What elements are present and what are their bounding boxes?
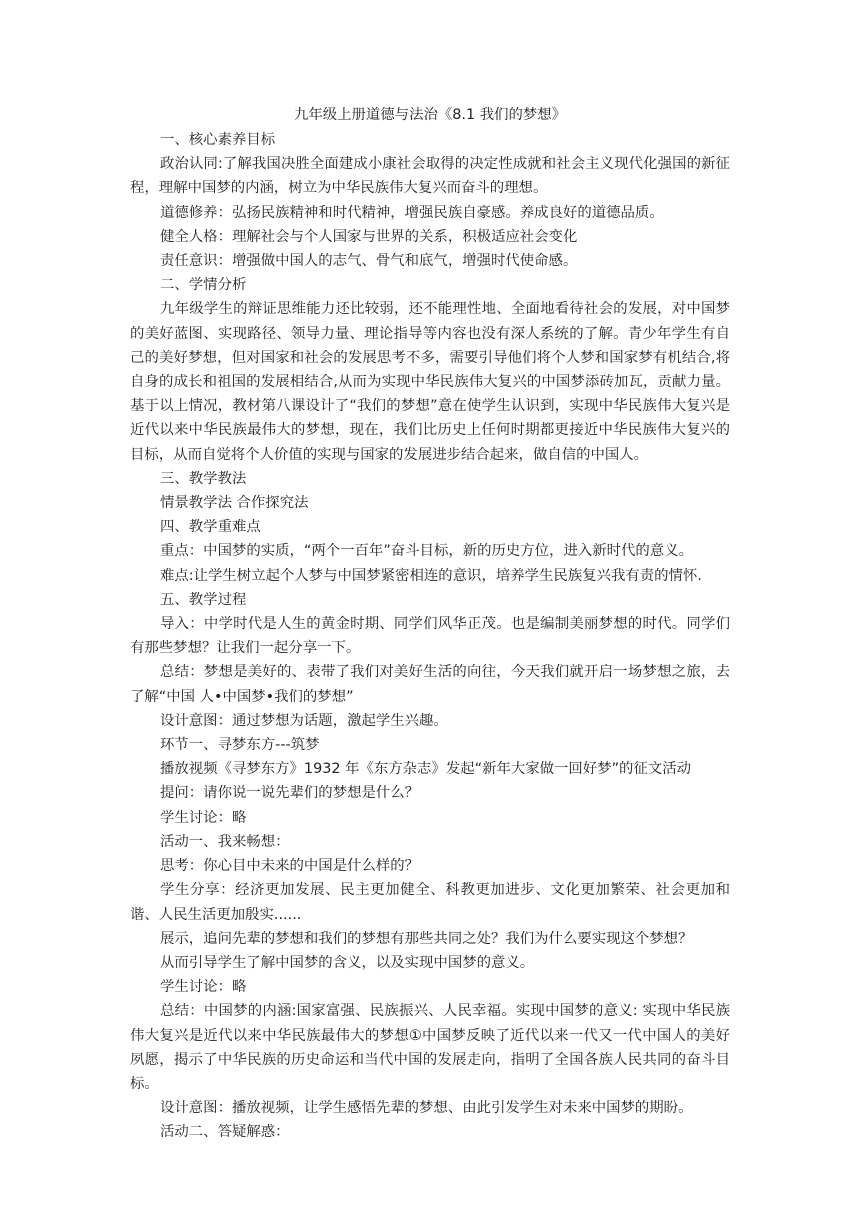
- paragraph-student-share: 学生分享：经济更加发展、民主更加健全、科教更加进步、文化更加繁荣、社会更加和谐、人民生活更加殷实......: [130, 882, 730, 923]
- paragraph-introduction: 导入：中学时代是人生的黄金时期、同学们风华正茂。也是编制美丽梦想的时代。同学们有那些梦想？让我们一起分享一下。: [130, 616, 730, 657]
- heading-key-points: 四、教学重难点: [160, 519, 261, 536]
- paragraph-difficult-point: 难点:让学生树立起个人梦与中国梦紧密相连的意识，培养学生民族复兴我有责的情怀.: [160, 567, 702, 584]
- paragraph-responsibility: 责任意识：增强做中国人的志气、骨气和底气，增强时代使命感。: [160, 253, 578, 270]
- paragraph-design-intent-1: 设计意图：通过梦想为话题，激起学生兴趣。: [160, 712, 448, 729]
- heading-activity-two: 活动二、答疑解惑：: [160, 1124, 290, 1141]
- paragraph-teaching-methods: 情景教学法 合作探究法: [160, 495, 309, 512]
- paragraph-discussion-1: 学生讨论：略: [160, 809, 247, 826]
- heading-section-one: 环节一、寻梦东方---筑梦: [160, 737, 320, 754]
- paragraph-sound-personality: 健全人格：理解社会与个人国家与世界的关系，积极适应社会变化: [160, 228, 578, 245]
- paragraph-question: 提问：请你说一说先辈们的梦想是什么？: [160, 785, 420, 802]
- paragraph-discussion-2: 学生讨论：略: [160, 979, 247, 996]
- heading-teaching-methods: 三、教学教法: [160, 470, 247, 487]
- paragraph-summary-dream: 总结：中国梦的内涵:国家富强、民族振兴、人民幸福。实现中国梦的意义: 实现中华民族伟大复兴是近代以来中华民族最伟大的梦想①中国梦反映了近代以来一代又一代中国人的美好夙愿，揭示了中华民族的历史命运和当代中国的发展走向，指明了全国各族人民共同的奋斗目标。: [130, 1003, 730, 1092]
- paragraph-follow-up: 展示，追问先辈的梦想和我们的梦想有那些共同之处？我们为什么要实现这个梦想？: [160, 930, 693, 947]
- document-title: 九年级上册道德与法治《8.1 我们的梦想》: [293, 107, 567, 123]
- paragraph-moral-cultivation: 道德修养：弘扬民族精神和时代精神，增强民族自豪感。养成良好的道德品质。: [160, 204, 664, 221]
- paragraph-think: 思考：你心目中未来的中国是什么样的？: [160, 858, 420, 875]
- document-body: [130, 128, 730, 1145]
- heading-learner-analysis: 二、学情分析: [160, 277, 247, 294]
- paragraph-video: 播放视频《寻梦东方》1932 年《东方杂志》发起“新年大家做一回好梦”的征文活动: [160, 761, 692, 778]
- heading-activity-one: 活动一、我来畅想：: [160, 833, 290, 850]
- heading-core-goals: 一、核心素养目标: [160, 132, 276, 148]
- paragraph-guidance: 从而引导学生了解中国梦的含义，以及实现中国梦的意义。: [160, 954, 535, 971]
- paragraph-design-intent-2: 设计意图：播放视频，让学生感悟先辈的梦想、由此引发学生对未来中国梦的期盼。: [160, 1100, 693, 1117]
- heading-teaching-process: 五、教学过程: [160, 591, 247, 608]
- paragraph-summary-intro: 总结：梦想是美好的、表带了我们对美好生活的向往，今天我们就开启一场梦想之旅，去了解“中国 人•中国梦•我们的梦想”: [130, 664, 730, 705]
- paragraph-political-identity: 政治认同:了解我国决胜全面建成小康社会取得的决定性成就和社会主义现代化强国的新征程，理解中国梦的内涵，树立为中华民族伟大复兴而奋斗的理想。: [130, 156, 730, 197]
- paragraph-learner-analysis: 九年级学生的辩证思维能力还比较弱，还不能理性地、全面地看待社会的发展，对中国梦的美好蓝图、实现路径、领导力量、理论指导等内容也没有深人系统的了解。青少年学生有自己的美好梦想，但对国家和社会的发展思考不多，需要引导他们将个人梦和国家梦有机结合,将自身的成长和祖国的发展相结合,从而为实现中华民族伟大复兴的中国梦添砖加瓦，贡献力量。基于以上情况，教材第八课设计了“我们的梦想”意在使学生认识到，实现中华民族伟大复兴是近代以来中华民族最伟大的梦想，现在，我们比历史上任何时期都更接近中华民族伟大复兴的目标，从而自觉将个人价值的实现与国家的发展进步结合起来，做自信的中国人。: [130, 301, 730, 463]
- paragraph-key-point: 重点：中国梦的实质，“两个一百年”奋斗目标，新的历史方位，进入新时代的意义。: [160, 543, 693, 560]
